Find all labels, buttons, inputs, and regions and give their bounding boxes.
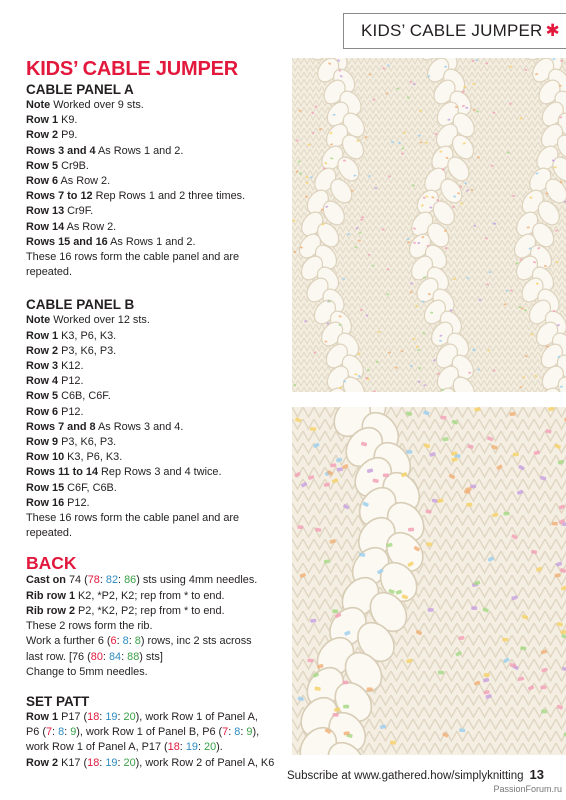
set-patt-row-2: Row 2 K17 (18: 19: 20), work Row 2 of Panel A, K6: [26, 756, 275, 769]
pattern-row: Rows 7 and 8 As Rows 3 and 4.: [26, 420, 184, 433]
page-number: 13: [529, 767, 544, 782]
pattern-row: Row 9 P3, K6, P3.: [26, 436, 117, 449]
knit-photo-cable-closeup: [292, 407, 566, 755]
cast-on-line: Cast on 74 (78: 82: 86) sts using 4mm needles.: [26, 574, 258, 587]
watermark: PassionForum.ru: [493, 784, 562, 794]
back-heading: BACK: [26, 553, 77, 574]
pattern-row: Row 5 C6B, C6F.: [26, 390, 111, 403]
rib-note: These 2 rows form the rib.: [26, 620, 153, 633]
subscribe-link[interactable]: Subscribe at www.gathered.how/simplyknitting: [287, 770, 524, 782]
pattern-row: Rows 3 and 4 As Rows 1 and 2.: [26, 144, 184, 157]
panel-a-rows: [26, 113, 288, 250]
pattern-row: Row 3 K12.: [26, 360, 84, 373]
pattern-row: Row 16 P12.: [26, 496, 90, 509]
knit-photo-cable-swatch: [292, 58, 566, 392]
pattern-row: Row 2 P3, K6, P3.: [26, 344, 117, 357]
panel-b-closing: These 16 rows form the cable panel and are repeated.: [26, 512, 240, 540]
pattern-row: Row 14 As Row 2.: [26, 220, 117, 233]
header-title: KIDS’ CABLE JUMPER: [361, 21, 543, 40]
panel-a-closing: These 16 rows form the cable panel and are repeated.: [26, 251, 240, 279]
pattern-row: Row 13 Cr9F.: [26, 205, 94, 218]
set-patt-heading: SET PATT: [26, 693, 90, 709]
panel-b-rows: [26, 329, 288, 511]
pattern-row: Row 10 K3, P6, K3.: [26, 451, 123, 464]
stitch-count: last row. [76 (80: 84: 88) sts]: [26, 650, 163, 663]
pattern-row: Rows 11 to 14 Rep Rows 3 and 4 twice.: [26, 466, 222, 479]
rib-row-1: Rib row 1 K2, *P2, K2; rep from * to end.: [26, 589, 225, 602]
pattern-row: Rows 15 and 16 As Rows 1 and 2.: [26, 235, 196, 248]
set-patt-row-1: Row 1 P17 (18: 19: 20), work Row 1 of Panel A,: [26, 710, 258, 723]
pattern-column: [26, 58, 288, 771]
star-icon: ✱: [545, 21, 560, 40]
pattern-row: Row 5 Cr9B.: [26, 159, 89, 172]
pattern-row: Row 6 P12.: [26, 405, 84, 418]
panel-a-heading: CABLE PANEL A: [26, 82, 134, 97]
article-title: KIDS’ CABLE JUMPER: [26, 58, 238, 80]
section-header-tab: [343, 13, 566, 49]
pattern-row: Row 1 K9.: [26, 114, 78, 127]
pattern-row: Row 15 C6F, C6B.: [26, 481, 117, 494]
pattern-row: Rows 7 to 12 Rep Rows 1 and 2 three times.: [26, 190, 246, 203]
set-patt-row-1-end: work Row 1 of Panel A, P17 (18: 19: 20).: [26, 741, 223, 754]
page-footer: [287, 767, 544, 782]
pattern-row: Row 2 P9.: [26, 129, 78, 142]
panel-b-note: Note Worked over 12 sts.: [26, 314, 150, 327]
panel-b-heading: CABLE PANEL B: [26, 297, 135, 313]
pattern-row: Row 6 As Row 2.: [26, 175, 111, 188]
pattern-row: Row 4 P12.: [26, 375, 84, 388]
set-patt-row-1-cont: P6 (7: 8: 9), work Row 1 of Panel B, P6 (7: 8: 9),: [26, 726, 260, 739]
pattern-row: Row 1 K3, P6, K3.: [26, 329, 117, 342]
panel-a-note: Note Worked over 9 sts.: [26, 99, 144, 111]
rib-row-2: Rib row 2 P2, *K2, P2; rep from * to end.: [26, 604, 225, 617]
needle-change: Change to 5mm needles.: [26, 665, 148, 678]
further-rows: Work a further 6 (6: 8: 8) rows, inc 2 sts across: [26, 635, 252, 648]
